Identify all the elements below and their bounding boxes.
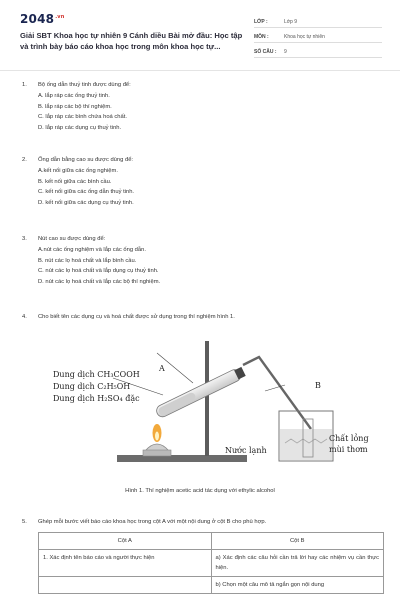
figure-caption: Hình 1. Thí nghiệm acetic acid tác dụng với ethylic alcohol [125,488,275,494]
logo-text: 2048 [20,12,55,26]
option-d: D. kết nối giữa các dụng cụ thuỷ tinh. [38,200,134,207]
table-cell-b: b) Chọn một câu mô tả ngắn gọn nội dung [211,577,384,594]
site-logo[interactable] [20,12,65,26]
question-number: 1. [22,82,27,88]
question-number: 2. [22,157,27,163]
delivery-tube [243,357,311,429]
label-solution-3: Dung dịch H₂SO₄ đặc [53,394,140,403]
question-text: Ghép mỗi bước viết báo cáo khoa học trong cột A với một nội dung ở cột B cho phù hợp. [38,519,267,525]
meta-grade [254,15,382,28]
meta-grade-value: Lớp 9 [284,19,298,25]
question-number: 3. [22,236,27,242]
option-c: C. kết nối giữa các ống dẫn thuỷ tinh. [38,189,135,196]
option-b: B. kết nối giữa các bình cầu. [38,178,112,185]
option-a: A. lắp ráp các ống thuỷ tinh. [38,92,110,99]
question-text: Bộ ống dẫn thuỷ tinh được dùng để: [38,82,131,88]
option-a: A.nút các ống nghiệm và lắp các ống dẫn. [38,246,146,253]
stand-rod [205,341,209,456]
label-solution-2: Dung dịch C₂H₅OH [53,382,131,391]
option-d: D. nút các lọ hoá chất và lắp các bộ thí nghiệm. [38,279,161,286]
question-text: Nút cao su được dùng để: [38,236,106,242]
question-3 [22,234,372,288]
label-a: A [159,364,165,373]
label-b: B [315,381,321,390]
matching-table [38,532,384,594]
option-a: A.kết nối giữa các ống nghiệm. [38,167,118,174]
label-product-1: Chất lỏng [329,434,369,443]
option-c: C. lắp ráp các bình chứa hoá chất. [38,114,127,121]
experiment-illustration [45,333,375,483]
label-cold-water: Nước lạnh [225,446,267,455]
meta-count-key: SỐ CÂU : [254,49,277,55]
cold-water-beaker [279,411,333,461]
question-5 [22,517,372,528]
table-row [39,550,384,577]
option-c: C. nút các lọ hoá chất và lắp dụng cụ thuỷ tinh. [38,268,159,275]
option-b: B. nút các lọ hoá chất và lắp bình cầu. [38,257,137,264]
table-header-row [39,533,384,550]
meta-count-value: 9 [284,49,287,55]
header-divider [0,70,400,71]
stand-base [117,455,247,462]
question-number: 5. [22,519,27,525]
label-product-2: mùi thơm [329,445,368,454]
meta-grade-key: LỚP : [254,19,268,25]
option-d: D. lắp ráp các dụng cụ thuỷ tinh. [38,125,122,132]
question-number: 4. [22,314,27,320]
question-text: Ống dẫn bằng cao su được dùng để: [38,157,134,163]
question-4 [22,312,372,323]
table-cell-b: a) Xác định các câu hỏi cần trả lời hay các nhiệm vụ cần thực hiện. [211,550,384,577]
alcohol-burner [143,424,171,456]
column-a-header: Cột A [39,533,212,550]
meta-subject-key: MÔN : [254,34,269,40]
meta-question-count [254,45,382,58]
question-1 [22,80,372,134]
question-text: Cho biết tên các dụng cụ và hoá chất được sử dụng trong thí nghiệm hình 1. [38,314,235,320]
meta-subject [254,30,382,43]
question-2 [22,155,372,209]
column-b-header: Cột B [211,533,384,550]
option-b: B. lắp ráp các bộ thí nghiệm. [38,103,112,110]
table-cell-a [39,577,212,594]
table-cell-a: 1. Xác định tên báo cáo và người thực hiện [39,550,212,577]
document-title: Giải SBT Khoa học tự nhiên 9 Cánh diều Bài mở đầu: Học tập và trình bày báo cáo khoa học trong môn khoa học tự... [20,31,243,51]
test-tube [155,366,247,419]
page-header [0,0,400,66]
logo-suffix: .vn [55,14,65,20]
table-row [39,577,384,594]
meta-subject-value: Khoa học tự nhiên [284,34,325,40]
label-solution-1: Dung dịch CH₃COOH [53,370,140,379]
